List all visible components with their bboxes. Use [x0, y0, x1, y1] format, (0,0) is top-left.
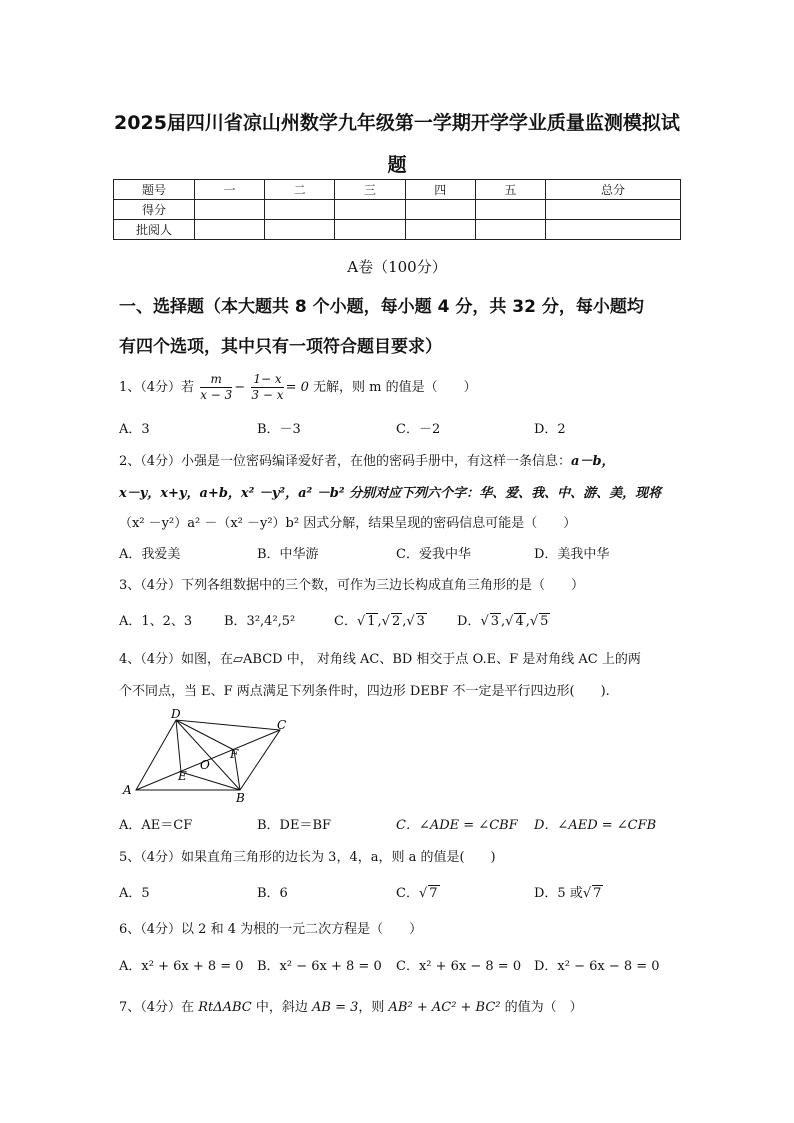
q4-option-d[interactable]: D．∠AED = ∠CFB [534, 818, 657, 833]
label-f: F [230, 747, 239, 761]
score-cell [475, 200, 545, 220]
q1-option-d[interactable]: D．2 [534, 422, 566, 437]
score-header-cell: 二 [265, 180, 335, 200]
q3-d-val3: 5 [540, 614, 549, 629]
exam-title-line1: 2025届四川省凉山州数学九年级第一学期开学学业质量监测模拟试 [114, 112, 680, 134]
q1-prefix: 1、（4分）若 [119, 380, 195, 395]
label-c: C [277, 718, 287, 732]
q6-option-c[interactable]: C．x² + 6x − 8 = 0 [396, 959, 522, 974]
parallelogram-figure [118, 708, 298, 806]
question-5: 5、（4分）如果直角三角形的边长为 3，4，a，则 a 的值是( ) [119, 850, 496, 865]
q7-prefix: 7、（4分）在 [119, 1000, 195, 1015]
score-cell [335, 220, 405, 240]
q2-option-d[interactable]: D．美我中华 [534, 547, 610, 562]
score-header-cell: 题号 [114, 180, 195, 200]
question-4-line2: 个不同点，当 E、F 两点满足下列条件时，四边形 DEBF 不一定是平行四边形( ). [119, 684, 610, 699]
q3-option-a[interactable]: A．1、2、3 [119, 614, 193, 629]
label-o: O [200, 758, 210, 772]
q5-option-c[interactable]: C．√ 7 [396, 886, 438, 901]
score-header-cell: 五 [475, 180, 545, 200]
q1-fraction-1 [200, 372, 232, 403]
score-cell [546, 200, 681, 220]
q5-c-val: 7 [429, 886, 438, 901]
q1-option-a[interactable]: A．3 [119, 422, 150, 437]
q5-option-d-label: D．5 或 [534, 886, 583, 901]
q3-option-c-label: C． [334, 614, 357, 629]
q1-frac2-num: 1− x [253, 372, 282, 386]
score-cell [195, 220, 265, 240]
q2-line1-math: a－b， [571, 454, 615, 469]
score-cell [195, 200, 265, 220]
q3-c-val2: 2 [391, 614, 401, 629]
question-2-line2: x－y，x+y，a+b，x² －y²，a² －b² 分别对应下列六个字：华、爱、我、中、游、美，现将 [119, 486, 662, 501]
label-e: E [178, 769, 187, 783]
question-7 [119, 996, 699, 1015]
score-table [113, 179, 681, 240]
q3-d-val2: 4 [515, 614, 524, 629]
volume-heading: A卷（100分） [347, 258, 447, 276]
score-row-label: 批阅人 [114, 220, 195, 240]
score-cell [265, 220, 335, 240]
q1-fraction-2 [251, 372, 283, 403]
question-6: 6、（4分）以 2 和 4 为根的一元二次方程是（ ） [119, 922, 423, 937]
q6-option-a[interactable]: A．x² + 6x + 8 = 0 [119, 959, 244, 974]
q3-c-val3: 3 [416, 614, 425, 629]
score-table-row [114, 220, 681, 240]
q1-option-c[interactable]: C．－2 [396, 422, 441, 437]
q6-option-d[interactable]: D．x² − 6x − 8 = 0 [534, 959, 660, 974]
question-3: 3、（4分）下列各组数据中的三个数，可作为三边长构成直角三角形的是（ ） [119, 578, 585, 593]
q4-option-a[interactable]: A．AE＝CF [119, 818, 193, 833]
q3-option-c[interactable]: C．√ 1 ,√ 2 ,√ 3 [334, 614, 425, 629]
q2-option-a[interactable]: A．我爱美 [119, 547, 181, 562]
label-a: A [123, 783, 132, 797]
exam-title-line2: 题 [387, 154, 407, 176]
q3-c-val1: 1 [367, 614, 376, 629]
q5-option-c-label: C． [396, 886, 419, 901]
question-2-line3: （x² －y²）a² －（x² －y²）b² 因式分解，结果呈现的密码信息可能是（ ） [119, 516, 577, 531]
q3-option-d-label: D． [457, 614, 481, 629]
question-4-line1: 4、（4分）如图，在▱ABCD 中， 对角线 AC、BD 相交于点 O.E、F 是对角线 AC 上的两 [119, 652, 641, 667]
q2-option-c[interactable]: C．爱我中华 [396, 547, 471, 562]
score-header-cell: 一 [195, 180, 265, 200]
score-header-cell: 三 [335, 180, 405, 200]
score-cell [405, 220, 475, 240]
q2-line1-text: 2、（4分）小强是一位密码编译爱好者，在他的密码手册中，有这样一条信息： [119, 454, 572, 469]
section1-heading-line2: 有四个选项，其中只有一项符合题目要求） [119, 337, 442, 357]
q7-expression: AB² + AC² + BC² [388, 1000, 501, 1015]
score-cell [265, 200, 335, 220]
q4-option-c[interactable]: C．∠ADE = ∠CBF [396, 818, 518, 833]
q7-mid: 中，斜边 [255, 1000, 308, 1015]
score-header-cell: 总分 [546, 180, 681, 200]
q3-option-d[interactable]: D．√ 3 ,√ 4 ,√ 5 [457, 614, 549, 629]
q3-option-b[interactable]: B．3²,4²,5² [224, 614, 296, 629]
label-d: D [171, 708, 181, 721]
q6-option-b[interactable]: B．x² − 6x + 8 = 0 [257, 959, 382, 974]
score-table-header-row [114, 180, 681, 200]
q1-minus: − [234, 380, 246, 395]
question-2-line1 [119, 450, 699, 469]
question-1 [119, 372, 699, 403]
q7-suffix: 的值为（ ） [504, 1000, 583, 1015]
score-cell [546, 220, 681, 240]
q2-option-b[interactable]: B．中华游 [257, 547, 319, 562]
q4-option-b[interactable]: B．DE＝BF [257, 818, 332, 833]
label-b: B [236, 791, 245, 805]
q5-option-a[interactable]: A．5 [119, 886, 150, 901]
segment-de [176, 720, 181, 772]
q7-condition: AB = 3 [312, 1000, 359, 1015]
q1-option-b[interactable]: B．－3 [257, 422, 301, 437]
score-cell [475, 220, 545, 240]
section1-heading-line1: 一、选择题（本大题共 8 个小题，每小题 4 分，共 32 分，每小题均 [119, 297, 644, 317]
q5-option-d[interactable]: D．5 或√ 7 [534, 886, 602, 901]
q7-mid2: ，则 [358, 1000, 385, 1015]
score-cell [405, 200, 475, 220]
q5-option-b[interactable]: B．6 [257, 886, 288, 901]
q1-frac1-den: x − 3 [200, 388, 233, 402]
score-row-label: 得分 [114, 200, 195, 220]
q1-suffix: 无解，则 m 的值是（ ） [313, 380, 477, 395]
q5-d-val: 7 [593, 886, 602, 901]
q1-frac1-num: m [200, 372, 232, 388]
q3-d-val1: 3 [490, 614, 500, 629]
q7-triangle: RtΔABC [198, 1000, 252, 1015]
score-cell [335, 200, 405, 220]
q1-frac2-den: 3 − x [251, 388, 284, 402]
score-table-row [114, 200, 681, 220]
q1-equals: = 0 [285, 380, 309, 395]
score-header-cell: 四 [405, 180, 475, 200]
